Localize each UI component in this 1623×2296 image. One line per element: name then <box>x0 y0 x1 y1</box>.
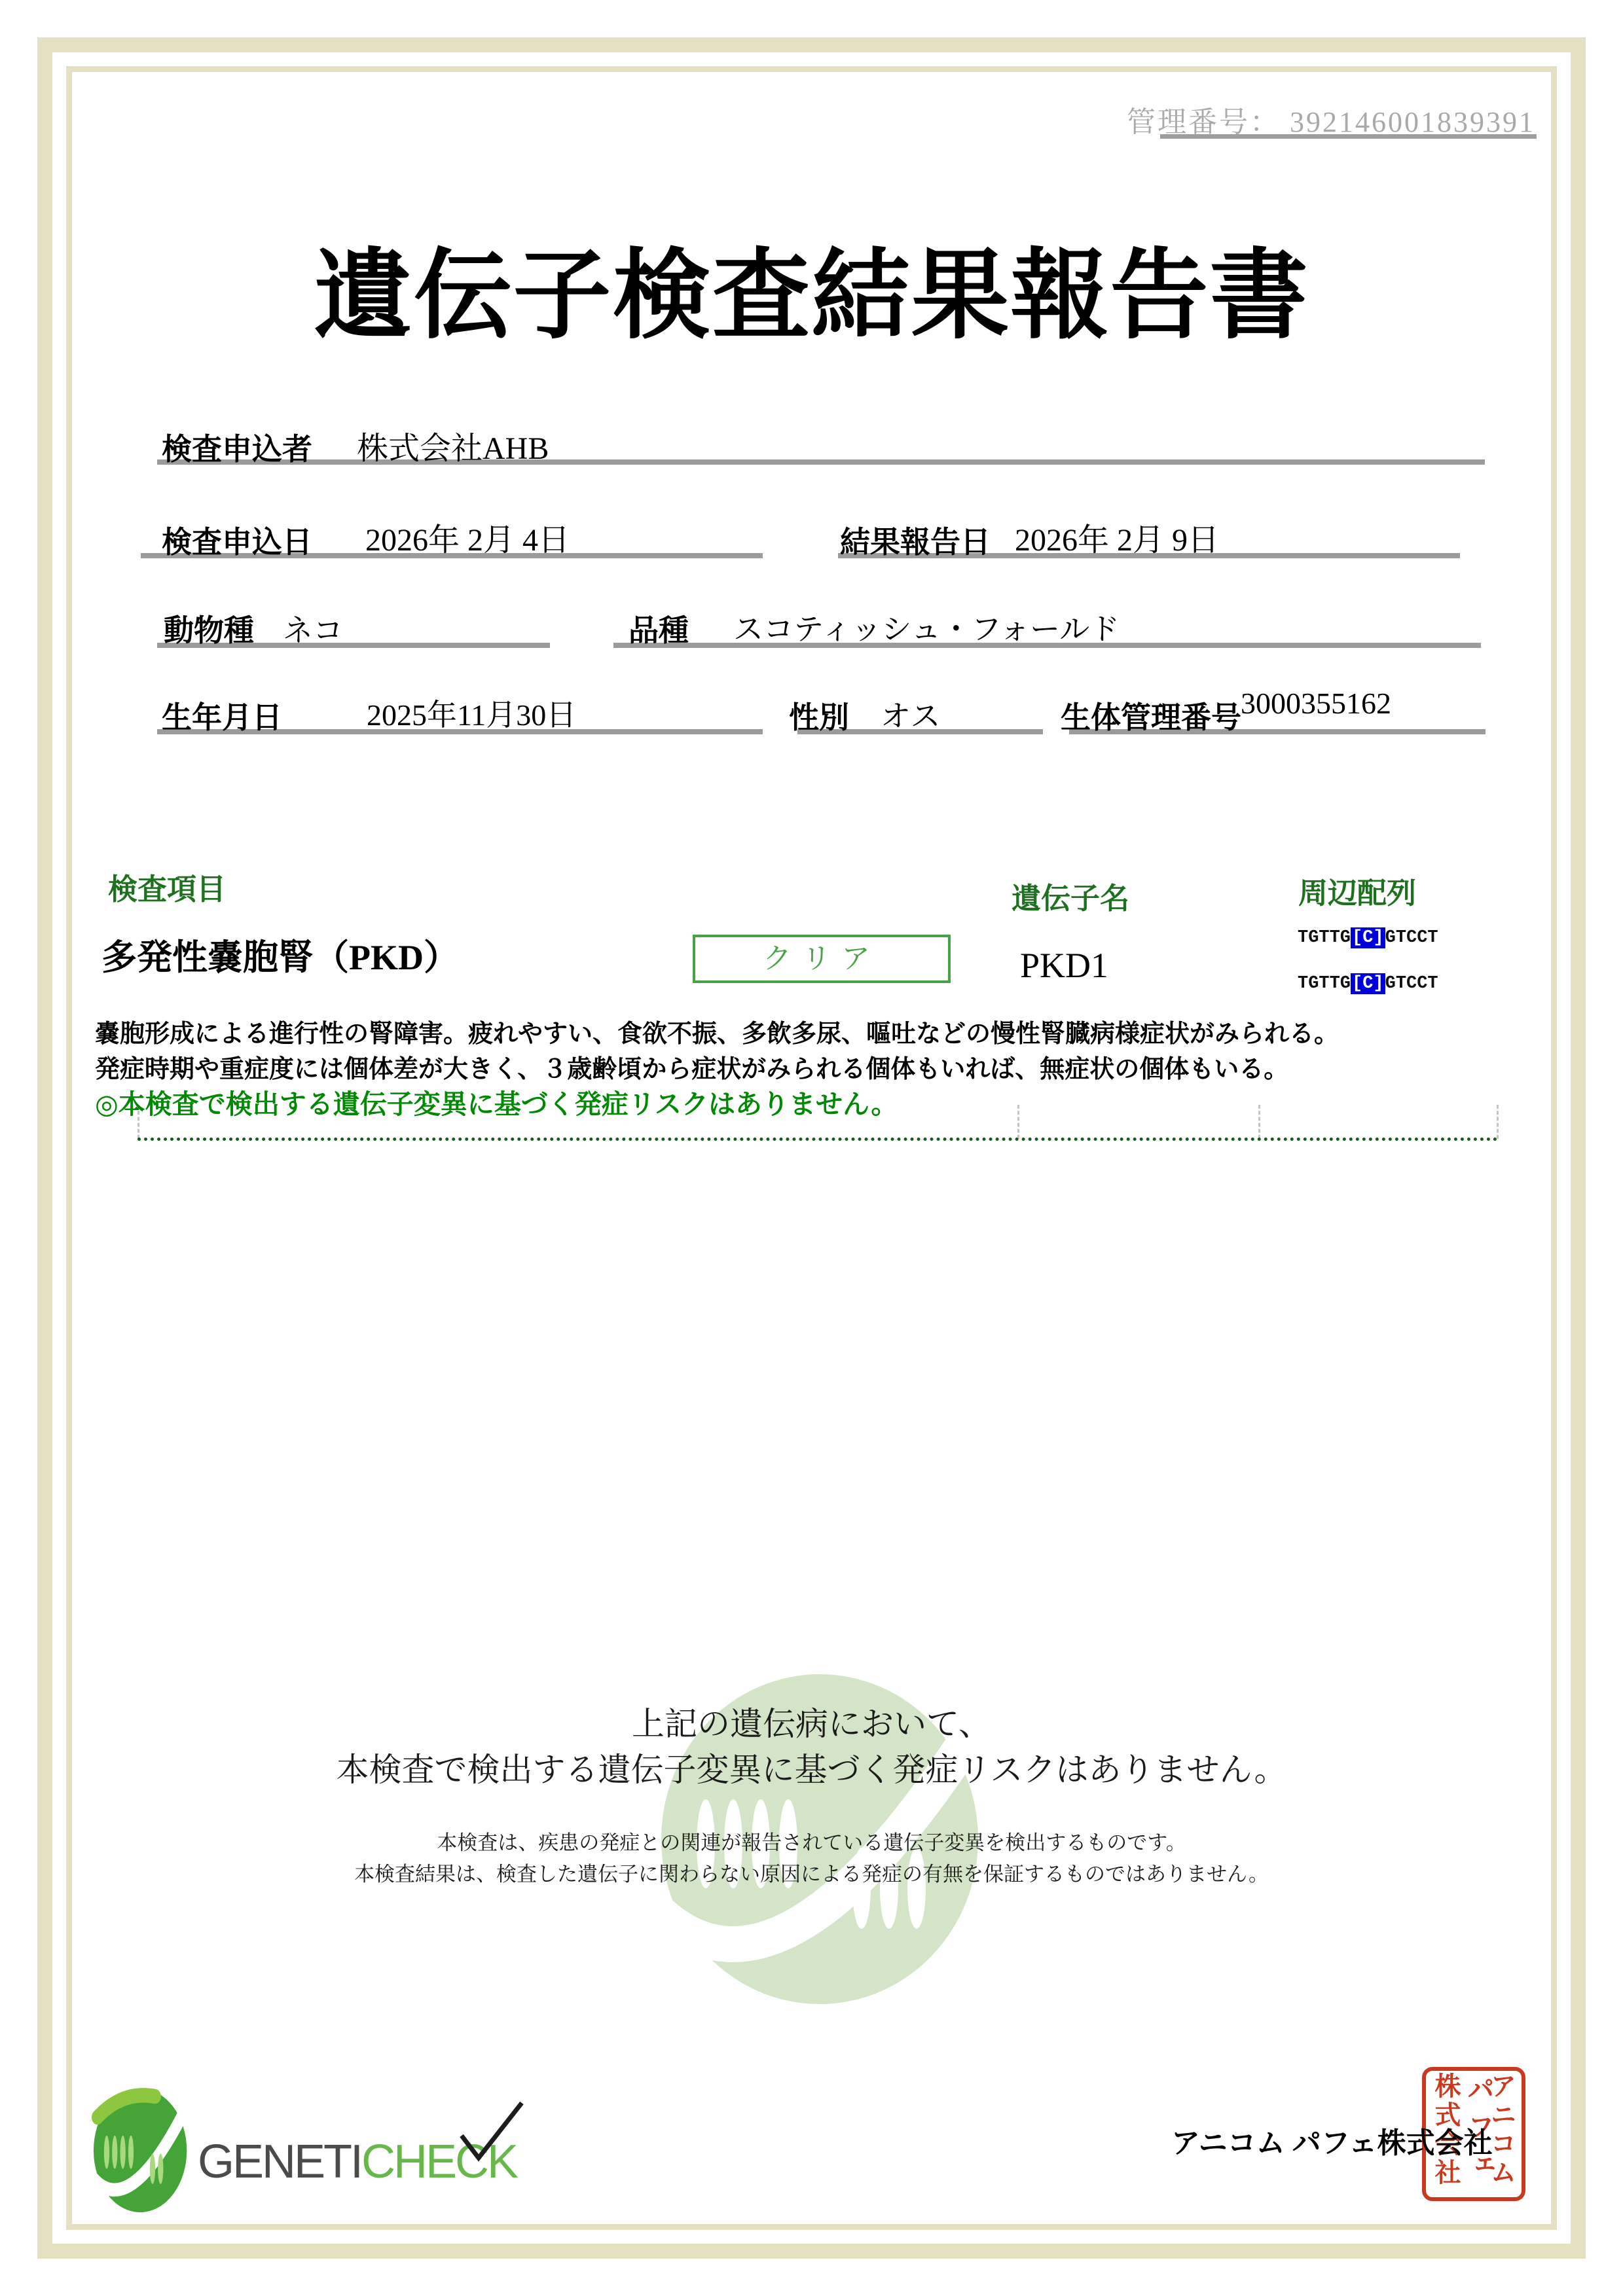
inner-frame-border <box>66 66 1557 2230</box>
company-name: アニコム パフェ株式会社 <box>1171 2127 1493 2159</box>
sequence-variant-highlight: [C] <box>1352 928 1384 948</box>
test-item-header: 検査項目 <box>108 873 227 906</box>
species-label: 動物種 <box>164 614 254 647</box>
risk-note: ◎本検査で検出する遺伝子変異に基づく発症リスクはありません。 <box>95 1089 898 1119</box>
animal-id-label: 生体管理番号 <box>1061 701 1241 734</box>
logo-text-check: CHECK <box>361 2136 517 2188</box>
gene-name-header: 遺伝子名 <box>1012 882 1130 915</box>
summary-note2: 本検査結果は、検査した遺伝子に関わらない原因による発症の有無を保証するものではありません。 <box>354 1863 1269 1886</box>
breed-value: スコティッシュ・フォールド <box>733 613 1120 646</box>
logo-text-geneti: GENETI <box>198 2136 362 2188</box>
summary-line1: 上記の遺伝病において、 <box>632 1706 991 1742</box>
summary-line2: 本検査で検出する遺伝子変異に基づく発症リスクはありません。 <box>336 1751 1287 1788</box>
test-item-name: 多発性嚢胞腎（PKD） <box>101 938 459 977</box>
sequence-prefix: TGTTG <box>1298 928 1351 948</box>
sequence-prefix: TGTTG <box>1298 974 1351 994</box>
birth-date-value: 2025年11月30日 <box>367 698 577 732</box>
disease-description-line1: 嚢胞形成による進行性の腎障害。疲れやすい、食欲不振、多飲多尿、嘔吐などの慢性腎臓病様症状がみられる。 <box>95 1020 1340 1048</box>
birth-date-label: 生年月日 <box>162 701 282 734</box>
sequence-suffix: GTCCT <box>1385 928 1438 948</box>
admin-number-row <box>1127 98 1535 140</box>
seal-column-2: パフェ <box>1463 2075 1493 2189</box>
summary-note1: 本検査は、疾患の発症との関連が報告されている遺伝子変異を検出するものです。 <box>437 1831 1186 1854</box>
apply-date-value: 2026年 2月 4日 <box>365 523 570 558</box>
sequence-suffix: GTCCT <box>1385 974 1438 994</box>
checkmark-icon <box>455 2098 527 2170</box>
breed-label: 品種 <box>629 614 689 647</box>
admin-number-label: 管理番号： <box>1127 106 1281 138</box>
species-value: ネコ <box>283 614 343 647</box>
table-column-divider <box>1497 1105 1499 1139</box>
sex-label: 性別 <box>789 701 849 734</box>
seal-column-1: アニコム <box>1487 2072 1516 2187</box>
report-date-value: 2026年 2月 9日 <box>1015 523 1220 558</box>
animal-id-value: 3000355162 <box>1241 687 1391 720</box>
sequence-header: 周辺配列 <box>1298 877 1417 910</box>
seal-column-3: 株式会社 <box>1431 2072 1461 2187</box>
applicant-value: 株式会社AHB <box>357 431 549 466</box>
sequence-variant-highlight: [C] <box>1352 974 1384 994</box>
admin-number-value: 392146001839391 <box>1290 106 1535 138</box>
geneticheck-logo-icon <box>92 2088 190 2215</box>
table-column-divider <box>1017 1105 1019 1139</box>
table-bottom-dotted-line <box>137 1138 1498 1141</box>
sequence-row <box>1298 928 1438 948</box>
sequence-row <box>1298 974 1438 994</box>
apply-date-label: 検査申込日 <box>162 526 312 559</box>
page-title: 遺伝子検査結果報告書 <box>314 242 1309 351</box>
applicant-label: 検査申込者 <box>162 433 312 466</box>
table-column-divider <box>1258 1105 1260 1139</box>
report-date-label: 結果報告日 <box>840 526 991 559</box>
gene-name-value: PKD1 <box>1020 946 1109 985</box>
result-badge: クリア <box>693 935 951 983</box>
disease-description-line2: 発症時期や重症度には個体差が大きく、３歳齢頃から症状がみられる個体もいれば、無症状の個体もいる。 <box>95 1056 1289 1083</box>
sex-value: オス <box>881 700 941 733</box>
